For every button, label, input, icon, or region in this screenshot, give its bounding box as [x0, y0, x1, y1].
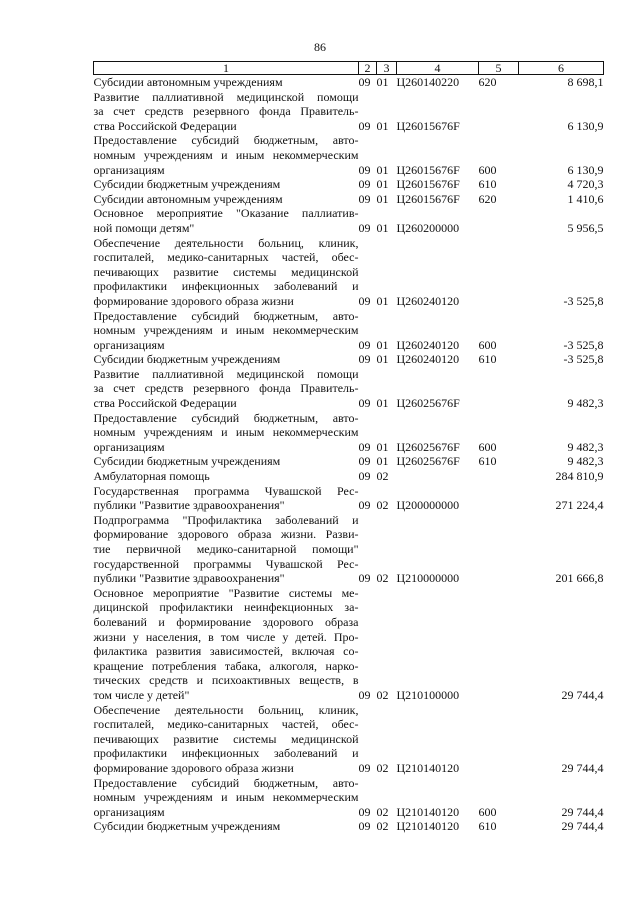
table-row	[94, 484, 604, 513]
amount: 29 744,4	[561, 819, 604, 834]
description-line: госпиталей, медико-санитарных частей, обес-	[93, 717, 359, 732]
amount: 5 956,5	[567, 220, 604, 235]
section-code: 09	[358, 760, 371, 775]
section-code: 09	[358, 337, 371, 352]
table-row	[94, 90, 604, 134]
description-line: Государственная программа Чувашской Рес-	[93, 483, 359, 498]
description-line: ства Российской Федерации	[93, 396, 237, 411]
section-code: 09	[358, 571, 371, 586]
target-article-code: Ц26015676F	[396, 191, 460, 206]
description-line: том числе у детей"	[93, 687, 190, 702]
description-line: публики "Развитие здравоохранения"	[93, 498, 285, 513]
table-row	[94, 819, 604, 834]
amount: 4 720,3	[567, 177, 604, 192]
description-line: Обеспечение деятельности больниц, клиник,	[93, 702, 359, 717]
table-body	[94, 75, 604, 834]
table-row	[94, 776, 604, 820]
table-row	[94, 192, 604, 207]
row-description	[94, 367, 359, 411]
description-line: номным учреждениям и иным некоммерческим	[93, 323, 359, 338]
column-header-6: 6	[519, 62, 604, 75]
description-line: Субсидии автономным учреждениям	[93, 191, 283, 206]
description-line: дицинской профилактики неинфекционных за-	[93, 600, 359, 615]
column-header-1: 1	[94, 62, 359, 75]
section-code: 09	[358, 498, 371, 513]
expense-type-code	[479, 367, 519, 411]
target-article-code: Ц260200000	[396, 220, 460, 235]
description-line: болеваний и формирование здорового образа	[93, 614, 359, 629]
description-line: Субсидии бюджетным учреждениям	[93, 352, 281, 367]
subsection-code: 01	[376, 220, 389, 235]
description-line: тических средств и психоактивных веществ, в	[93, 673, 359, 688]
table-row	[94, 411, 604, 455]
expense-type-code: 610	[478, 454, 497, 469]
column-header-4: 4	[397, 62, 479, 75]
description-line: Амбулаторная помощь	[93, 469, 210, 484]
section-code: 09	[358, 191, 371, 206]
expense-type-code: 620	[478, 75, 497, 89]
amount: 271 224,4	[555, 498, 604, 513]
subsection-code: 02	[376, 498, 389, 513]
description-line: ной помощи детям"	[93, 220, 195, 235]
table-row	[94, 236, 604, 309]
subsection-code: 01	[376, 352, 389, 367]
column-header-2: 2	[359, 62, 377, 75]
row-description	[94, 177, 359, 192]
table-row	[94, 586, 604, 703]
target-article-code: Ц200000000	[396, 498, 460, 513]
target-article-code: Ц210140120	[396, 819, 460, 834]
target-article-code	[397, 469, 479, 484]
section-code: 09	[358, 293, 371, 308]
row-description	[94, 206, 359, 235]
subsection-code: 01	[376, 177, 389, 192]
description-line: Предоставление субсидий бюджетным, авто-	[93, 308, 359, 323]
description-line: Субсидии бюджетным учреждениям	[93, 819, 281, 834]
description-line: ства Российской Федерации	[93, 118, 237, 133]
subsection-code: 01	[376, 439, 389, 454]
description-line: жизни у населения, в том числе у детей. Про-	[93, 629, 359, 644]
row-description	[94, 469, 359, 484]
description-line: номным учреждениям и иным некоммерческим	[93, 147, 359, 162]
description-line: Субсидии автономным учреждениям	[93, 75, 283, 89]
column-header-3: 3	[377, 62, 397, 75]
description-line: профилактики инфекционных заболеваний и	[93, 279, 359, 294]
table-row	[94, 367, 604, 411]
budget-table	[93, 61, 604, 834]
target-article-code: Ц260240120	[396, 293, 460, 308]
row-description	[94, 484, 359, 513]
page-number: 86	[314, 40, 326, 54]
section-code: 09	[358, 75, 371, 89]
amount: 9 482,3	[567, 454, 604, 469]
description-line: организациям	[93, 337, 165, 352]
subsection-code: 02	[376, 469, 389, 484]
target-article-code: Ц26015676F	[396, 162, 460, 177]
target-article-code: Ц210100000	[396, 687, 460, 702]
table-row	[94, 206, 604, 235]
amount: 1 410,6	[567, 191, 604, 206]
target-article-code: Ц260140220	[396, 75, 460, 89]
amount: 6 130,9	[567, 118, 604, 133]
table-row	[94, 177, 604, 192]
section-code: 09	[358, 439, 371, 454]
expense-type-code	[479, 469, 519, 484]
subsection-code: 02	[376, 760, 389, 775]
target-article-code: Ц210140120	[396, 760, 460, 775]
description-line: госпиталей, медико-санитарных частей, обес-	[93, 250, 359, 265]
row-description	[94, 309, 359, 353]
description-line: филактика развития зависимостей, включая со-	[93, 644, 359, 659]
amount: 8 698,1	[567, 75, 604, 89]
description-line: формирование здорового образа жизни	[93, 293, 294, 308]
description-line: печивающих развитие системы медицинской	[93, 731, 359, 746]
description-line: Субсидии бюджетным учреждениям	[93, 454, 281, 469]
expense-type-code: 600	[478, 337, 497, 352]
expense-type-code	[479, 206, 519, 235]
description-line: Предоставление субсидий бюджетным, авто-	[93, 133, 359, 148]
amount: 6 130,9	[567, 162, 604, 177]
target-article-code: Ц26025676F	[396, 396, 460, 411]
row-description	[94, 90, 359, 134]
expense-type-code	[479, 484, 519, 513]
description-line: за счет средств резервного фонда Правитель-	[93, 381, 359, 396]
description-line: номным учреждениям и иным некоммерческим	[93, 425, 359, 440]
expense-type-code	[479, 236, 519, 309]
section-code: 09	[358, 454, 371, 469]
table-row	[94, 454, 604, 469]
amount: 29 744,4	[561, 687, 604, 702]
section-code: 09	[358, 118, 371, 133]
row-description	[94, 776, 359, 820]
section-code: 09	[358, 220, 371, 235]
row-description	[94, 586, 359, 703]
description-line: профилактики инфекционных заболеваний и	[93, 746, 359, 761]
description-line: Субсидии бюджетным учреждениям	[93, 177, 281, 192]
description-line: номным учреждениям и иным некоммерческим	[93, 790, 359, 805]
subsection-code: 02	[376, 687, 389, 702]
subsection-code: 02	[376, 804, 389, 819]
table-row	[94, 469, 604, 484]
subsection-code: 01	[376, 75, 389, 89]
column-header-5: 5	[479, 62, 519, 75]
section-code: 09	[358, 162, 371, 177]
row-description	[94, 75, 359, 90]
description-line: Основное мероприятие "Оказание паллиатив-	[93, 206, 359, 221]
expense-type-code: 610	[478, 819, 497, 834]
row-description	[94, 133, 359, 177]
table-row	[94, 352, 604, 367]
table-row	[94, 75, 604, 90]
section-code: 09	[358, 819, 371, 834]
amount: 201 666,8	[555, 571, 604, 586]
subsection-code: 02	[376, 819, 389, 834]
section-code: 09	[358, 687, 371, 702]
expense-type-code: 610	[478, 352, 497, 367]
table-row	[94, 703, 604, 776]
table-row	[94, 133, 604, 177]
section-code: 09	[358, 177, 371, 192]
expense-type-code	[479, 90, 519, 134]
subsection-code: 02	[376, 571, 389, 586]
table-header-row	[94, 62, 604, 75]
target-article-code: Ц260240120	[396, 337, 460, 352]
target-article-code: Ц26025676F	[396, 439, 460, 454]
row-description	[94, 454, 359, 469]
description-line: формирование здорового образа жизни. Разви-	[93, 527, 359, 542]
subsection-code: 01	[376, 191, 389, 206]
expense-type-code	[479, 703, 519, 776]
amount: 29 744,4	[561, 804, 604, 819]
subsection-code: 01	[376, 454, 389, 469]
expense-type-code: 600	[478, 162, 497, 177]
table-row	[94, 513, 604, 586]
description-line: государственной программы Чувашской Рес-	[93, 556, 359, 571]
target-article-code: Ц210140120	[396, 804, 460, 819]
description-line: Подпрограмма "Профилактика заболеваний и	[93, 512, 359, 527]
description-line: формирование здорового образа жизни	[93, 760, 294, 775]
row-description	[94, 819, 359, 834]
expense-type-code: 600	[478, 439, 497, 454]
row-description	[94, 192, 359, 207]
row-description	[94, 352, 359, 367]
description-line: публики "Развитие здравоохранения"	[93, 571, 285, 586]
amount: -3 525,8	[563, 293, 604, 308]
description-line: организациям	[93, 162, 165, 177]
section-code: 09	[358, 352, 371, 367]
target-article-code: Ц260240120	[396, 352, 460, 367]
description-line: Развитие паллиативной медицинской помощи	[93, 366, 359, 381]
subsection-code: 01	[376, 337, 389, 352]
description-line: Обеспечение деятельности больниц, клиник,	[93, 235, 359, 250]
description-line: кращение потребления табака, алкоголя, нарко-	[93, 658, 359, 673]
description-line: Предоставление субсидий бюджетным, авто-	[93, 410, 359, 425]
subsection-code: 01	[376, 118, 389, 133]
amount: 9 482,3	[567, 396, 604, 411]
target-article-code: Ц26015676F	[396, 118, 460, 133]
description-line: Предоставление субсидий бюджетным, авто-	[93, 775, 359, 790]
subsection-code: 01	[376, 162, 389, 177]
amount: 9 482,3	[567, 439, 604, 454]
row-description	[94, 513, 359, 586]
target-article-code: Ц26015676F	[396, 177, 460, 192]
amount: -3 525,8	[563, 337, 604, 352]
expense-type-code	[479, 586, 519, 703]
description-line: Развитие паллиативной медицинской помощи	[93, 89, 359, 104]
row-description	[94, 411, 359, 455]
section-code: 09	[358, 804, 371, 819]
row-description	[94, 703, 359, 776]
subsection-code: 01	[376, 396, 389, 411]
section-code: 09	[358, 469, 371, 484]
table-row	[94, 309, 604, 353]
expense-type-code: 620	[478, 191, 497, 206]
section-code: 09	[358, 396, 371, 411]
target-article-code: Ц26025676F	[396, 454, 460, 469]
subsection-code: 01	[376, 293, 389, 308]
amount: 284 810,9	[555, 469, 604, 484]
description-line: тие первичной медико-санитарной помощи"	[93, 542, 359, 556]
expense-type-code: 600	[478, 804, 497, 819]
description-line: Основное мероприятие "Развитие системы ме-	[93, 585, 359, 600]
description-line: организациям	[93, 439, 165, 454]
description-line: организациям	[93, 804, 165, 819]
amount: -3 525,8	[563, 352, 604, 367]
description-line: печивающих развитие системы медицинской	[93, 264, 359, 279]
row-description	[94, 236, 359, 309]
target-article-code: Ц210000000	[396, 571, 460, 586]
expense-type-code	[479, 513, 519, 586]
amount: 29 744,4	[561, 760, 604, 775]
description-line: за счет средств резервного фонда Правитель-	[93, 104, 359, 119]
expense-type-code: 610	[478, 177, 497, 192]
